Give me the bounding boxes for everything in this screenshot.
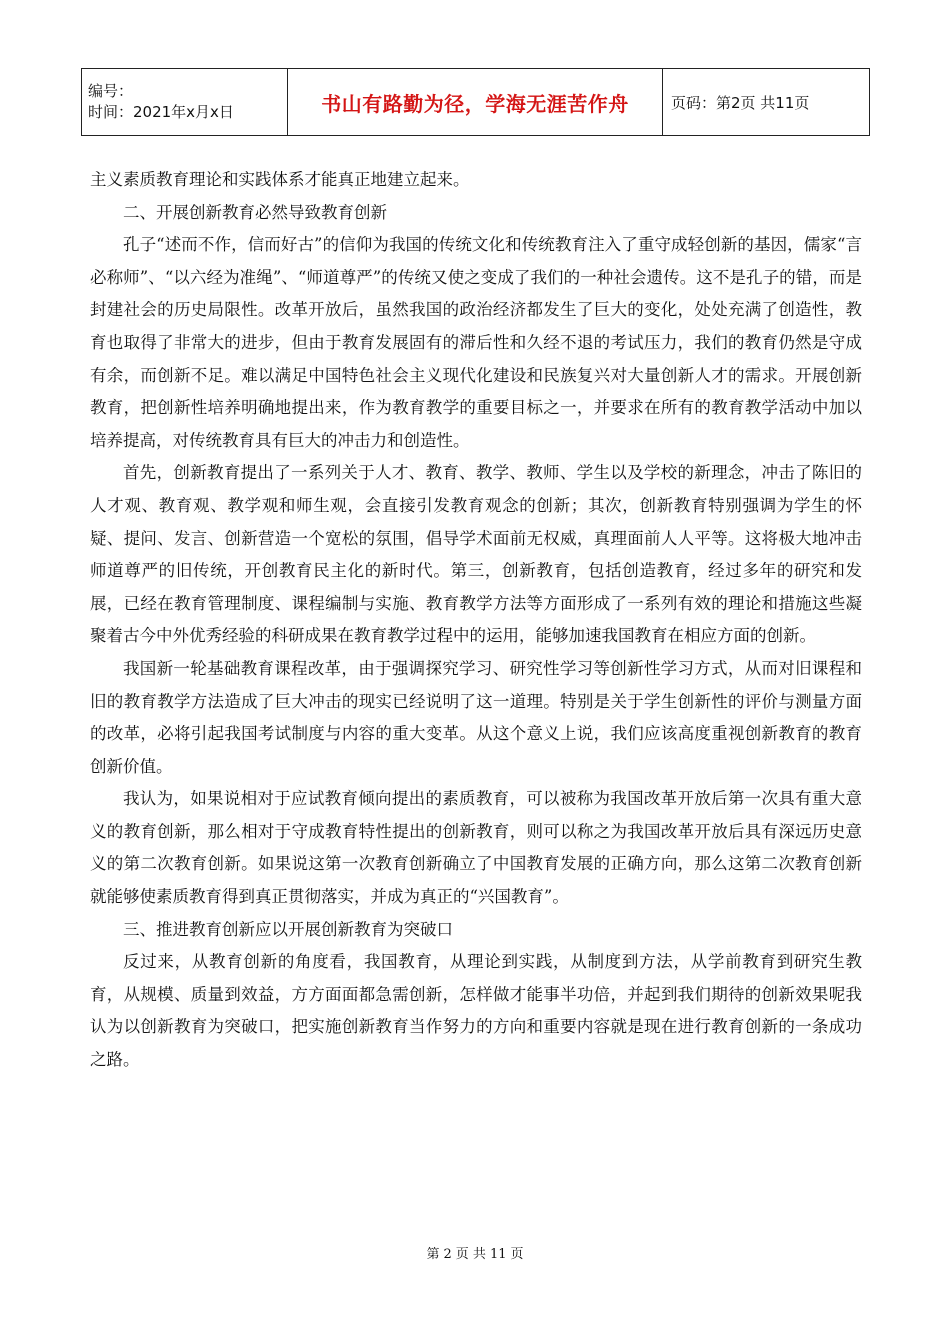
footer-total-pages: 11 bbox=[489, 1247, 507, 1262]
header-motto: 书山有路勤为径，学海无涯苦作舟 bbox=[288, 69, 663, 136]
paragraph: 孔子“述而不作，信而好古”的信仰为我国的传统文化和传统教育注入了重守成轻创新的基因，儒家“言必称师”、“以六经为准绳”、“师道尊严”的传统又使之变成了我们的一种社会遗传。这不是孔子的错，而是封建社会的历史局限性。改革开放后，虽然我国的政治经济都发生了巨大的变化，处处充满了创造性，教育也取得了非常大的进步，但由于教育发展固有的滞后性和久经不退的考试压力，我们的教育仍然是守成有余，而创新不足。难以满足中国特色社会主义现代化建设和民族复兴对大量创新人才的需求。开展创新教育，把创新性培养明确地提出来，作为教育教学的重要目标之一，并要求在所有的教育教学活动中加以培养提高，对传统教育具有巨大的冲击力和创造性。 bbox=[90, 235, 862, 450]
paragraph: 主义素质教育理论和实践体系才能真正地建立起来。 bbox=[90, 170, 470, 189]
footer-current-page: 2 bbox=[443, 1247, 452, 1262]
paragraph: 我认为，如果说相对于应试教育倾向提出的素质教育，可以被称为我国改革开放后第一次具有重大意义的教育创新，那么相对于守成教育特性提出的创新教育，则可以称之为我国改革开放后具有深远历史意义的第二次教育创新。如果说这第一次教育创新确立了中国教育发展的正确方向，那么这第二次教育创新就能够使素质教育得到真正贯彻落实，并成为真正的“兴国教育”。 bbox=[90, 789, 862, 907]
header-meta-cell bbox=[82, 69, 288, 136]
document-date-label: 时间：2021年x月x日 bbox=[88, 103, 234, 121]
document-number-label: 编号： bbox=[88, 82, 134, 100]
footer-middle: 页 共 bbox=[455, 1247, 486, 1262]
footer-suffix: 页 bbox=[510, 1247, 524, 1262]
paragraph: 首先，创新教育提出了一系列关于人才、教育、教学、教师、学生以及学校的新理念，冲击了陈旧的人才观、教育观、教学观和师生观，会直接引发教育观念的创新；其次，创新教育特别强调为学生的怀疑、提问、发言、创新营造一个宽松的氛围，倡导学术面前无权威，真理面前人人平等。这将极大地冲击师道尊严的旧传统，开创教育民主化的新时代。第三，创新教育，包括创造教育，经过多年的研究和发展，已经在教育管理制度、课程编制与实施、教育教学方法等方面形成了一系列有效的理论和措施这些凝聚着古今中外优秀经验的科研成果在教育教学过程中的运用，能够加速我国教育在相应方面的创新。 bbox=[90, 463, 862, 646]
header-page-code: 页码：第2页 共11页 bbox=[663, 69, 870, 136]
document-body bbox=[90, 164, 862, 1077]
paragraph: 反过来，从教育创新的角度看，我国教育，从理论到实践，从制度到方法，从学前教育到研究生教育，从规模、质量到效益，方方面面都急需创新，怎样做才能事半功倍，并起到我们期待的创新效果呢我认为以创新教育为突破口，把实施创新教育当作努力的方向和重要内容就是现在进行教育创新的一条成功之路。 bbox=[90, 952, 862, 1070]
paragraph: 我国新一轮基础教育课程改革，由于强调探究学习、研究性学习等创新性学习方式，从而对旧课程和旧的教育教学方法造成了巨大冲击的现实已经说明了这一道理。特别是关于学生创新性的评价与测量方面的改革，必将引起我国考试制度与内容的重大变革。从这个意义上说，我们应该高度重视创新教育的教育创新价值。 bbox=[90, 658, 862, 776]
page-header-table bbox=[81, 68, 870, 136]
page-footer bbox=[0, 1243, 950, 1262]
section-heading: 二、开展创新教育必然导致教育创新 bbox=[123, 202, 387, 222]
section-heading: 三、推进教育创新应以开展创新教育为突破口 bbox=[123, 919, 453, 939]
footer-prefix: 第 bbox=[426, 1247, 440, 1262]
